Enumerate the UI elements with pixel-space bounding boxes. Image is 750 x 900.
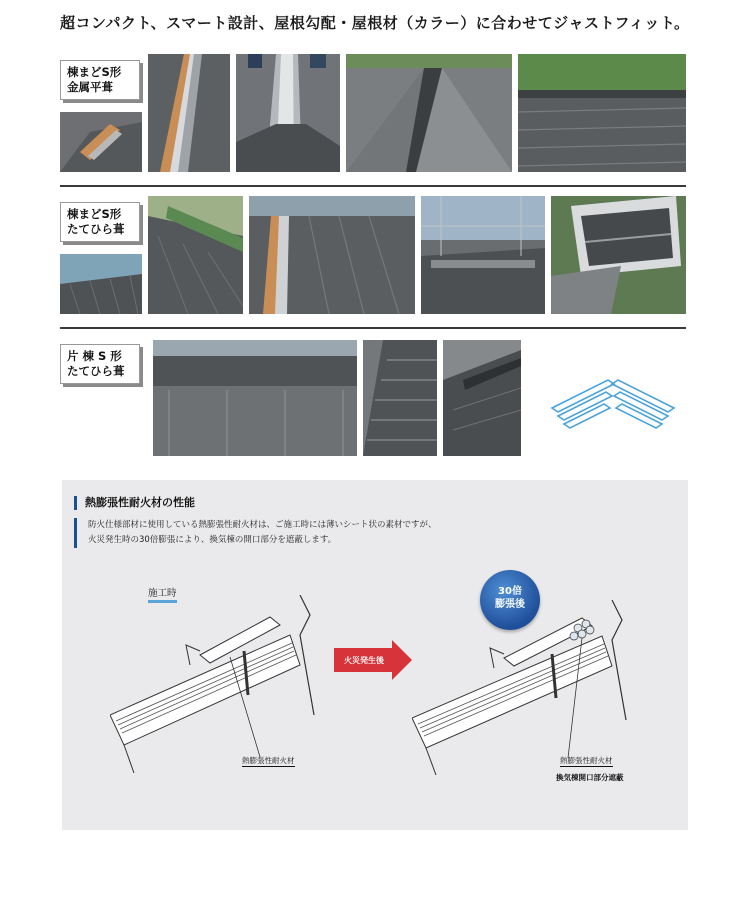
callout-before-label: 熱膨張性耐火材 [242, 756, 295, 765]
callout-after-label: 熱膨張性耐火材 [560, 756, 613, 765]
row-label-line2: たてひら葺 [67, 364, 125, 378]
callout-before [242, 755, 295, 766]
photo-mono-closeup [153, 340, 357, 456]
row-divider [60, 327, 686, 329]
row-label-line1: 棟まどS形 [67, 207, 122, 221]
row-label-line1: 棟まどS形 [67, 65, 122, 79]
before-install-label: 施工時 [148, 585, 177, 603]
row-vertical-seam [60, 196, 686, 316]
row-label-line2: 金属平葺 [67, 80, 113, 94]
performance-description [74, 518, 437, 548]
row-label-box [60, 344, 140, 384]
callout-after-sub: 換気棟開口部分遮蔽 [556, 773, 624, 782]
photo-ridge-closeup [60, 112, 142, 172]
icon-vent-illustration [548, 376, 678, 436]
row-divider [60, 185, 686, 187]
badge-line2: 膨張後 [495, 599, 525, 610]
performance-title: 熱膨張性耐火材の性能 [74, 496, 195, 510]
badge-line1: 30倍 [498, 586, 522, 597]
row-label-line1: 片 棟 S 形 [67, 349, 122, 363]
photo-ridge-vent-rail [148, 54, 230, 172]
photo-seam-ridge-install [249, 196, 415, 314]
diagram-after [412, 600, 632, 775]
photo-seam-scaffold [421, 196, 545, 314]
photo-mono-ridge [443, 340, 521, 456]
photo-ridge-vent-workers [236, 54, 340, 172]
row-label-box [60, 60, 140, 100]
photo-roof-finished [518, 54, 686, 172]
row-mono-pitch [60, 338, 686, 458]
row-label-box [60, 202, 140, 242]
photo-seam-roof-edge [60, 254, 142, 314]
arrow-label: 火災発生後 [344, 656, 384, 665]
callout-after [560, 755, 613, 766]
diagram-before [110, 595, 320, 775]
photo-seam-vent-green [148, 196, 243, 314]
photo-roof-gable [346, 54, 512, 172]
photo-seam-aerial [551, 196, 686, 314]
row-metal-flat [60, 54, 686, 174]
photo-mono-scaffold [363, 340, 437, 456]
row-label-line2: たてひら葺 [67, 222, 125, 236]
performance-text-line1: 防火仕様部材に使用している熱膨張性耐火材は、ご施工時には薄いシート状の素材ですが、 [88, 520, 437, 530]
page-headline: 超コンパクト、スマート設計、屋根勾配・屋根材（カラー）に合わせてジャストフィット。 [60, 14, 690, 32]
performance-text-line2: 火災発生時の30倍膨張により、換気棟の開口部分を遮蔽します。 [88, 535, 337, 545]
